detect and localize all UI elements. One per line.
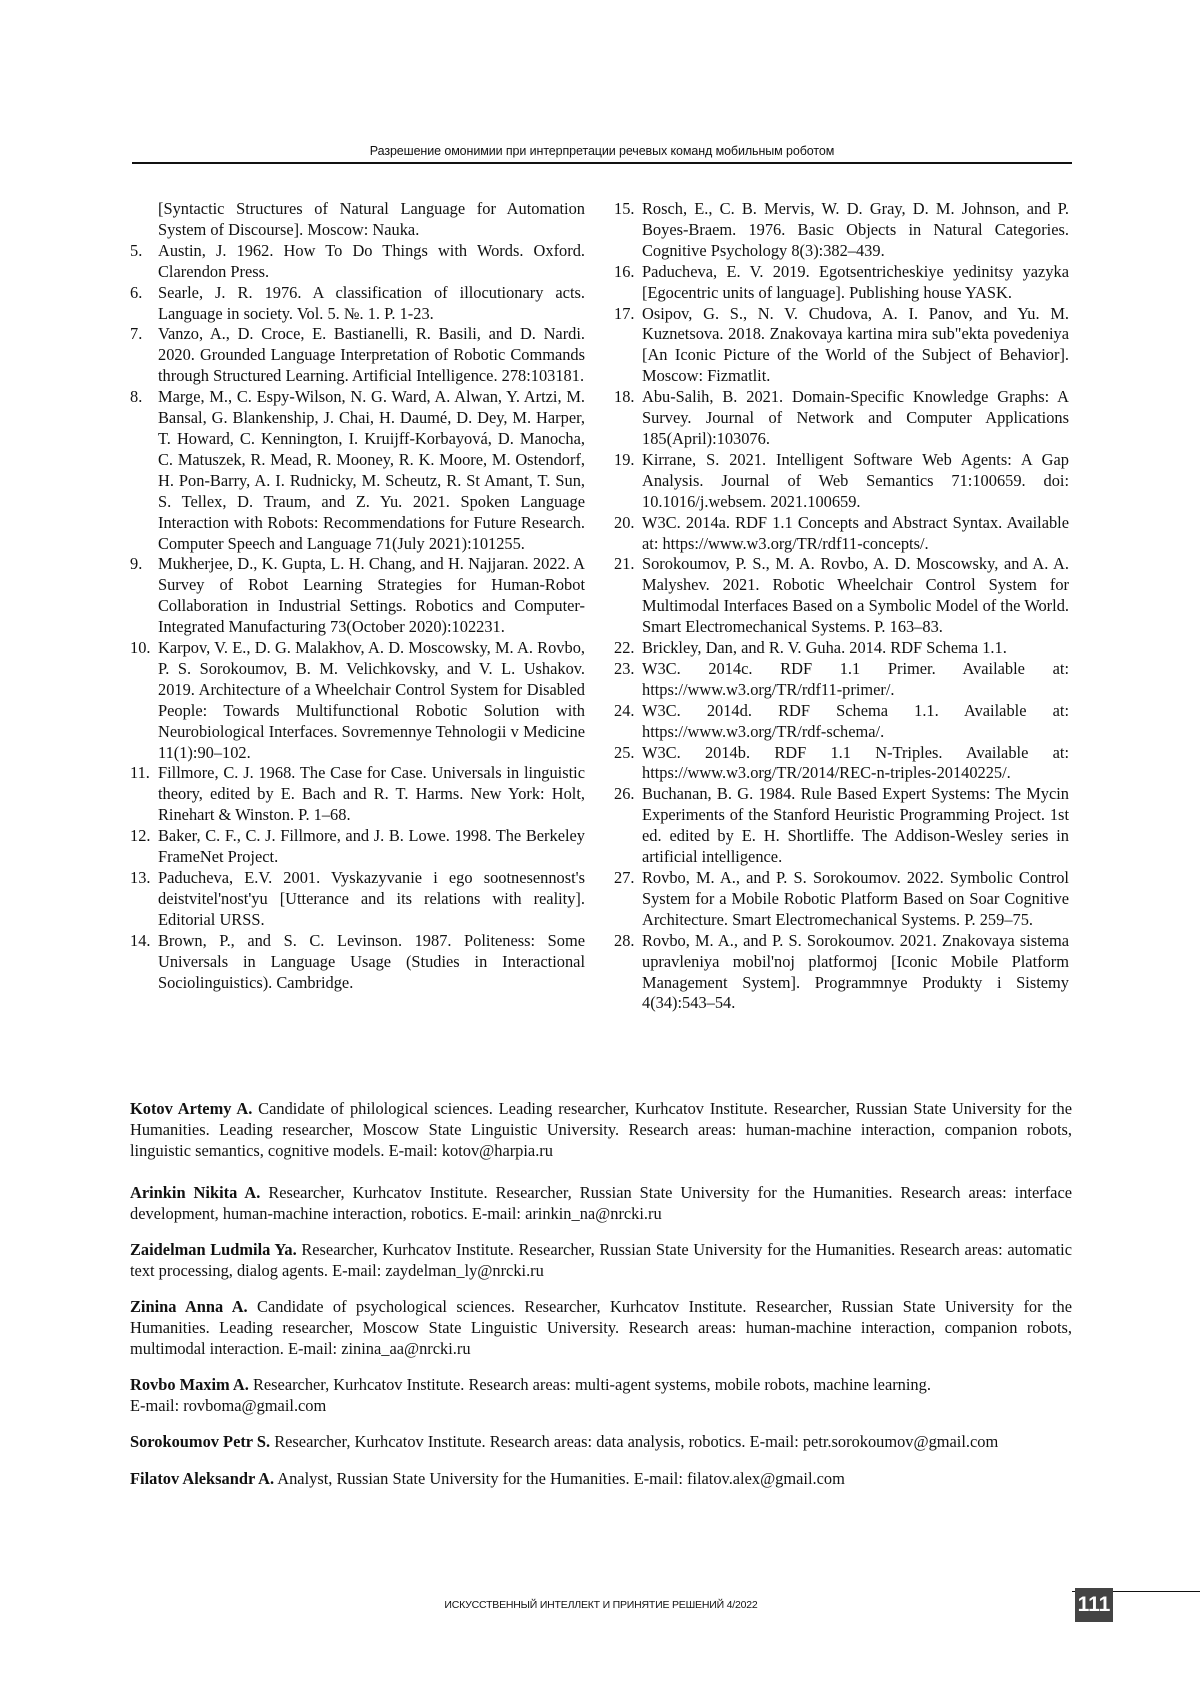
reference-list-right — [614, 199, 1069, 1014]
author-name: Zinina Anna A. — [130, 1297, 248, 1316]
reference-item — [130, 763, 585, 826]
reference-item — [614, 554, 1069, 638]
author-name: Arinkin Nikita A. — [130, 1183, 261, 1202]
author-description: Researcher, Kurhcatov Institute. Research areas: data analysis, robotics. E-mail: petr.sorokoumov@gmail.com — [274, 1432, 999, 1451]
reference-item — [130, 241, 585, 283]
reference-item — [614, 868, 1069, 931]
reference-text: W3C. 2014c. RDF 1.1 Primer. Available at: https://www.w3.org/TR/rdf11-primer/. — [642, 658, 1069, 699]
reference-number: 6. — [130, 282, 143, 302]
reference-text: Brickley, Dan, and R. V. Guha. 2014. RDF Schema 1.1. — [642, 638, 1007, 658]
reference-item — [614, 387, 1069, 450]
reference-text: W3C. 2014d. RDF Schema 1.1. Available at: https://www.w3.org/TR/rdf-schema/. — [642, 700, 1069, 741]
header-rule — [132, 162, 1072, 164]
author-bio — [130, 1431, 1072, 1452]
reference-list-left — [130, 199, 585, 993]
reference-text: Buchanan, B. G. 1984. Rule Based Expert Systems: The Mycin Experiments of the Stanford Heuristic Programming Project. 1st ed. edited by E. H. Shortliffe. The Addison-Wesley series in artificial intelligence. — [642, 784, 1069, 867]
reference-number: 13. — [130, 868, 151, 887]
reference-number: 19. — [614, 449, 635, 469]
reference-text: Kirrane, S. 2021. Intelligent Software Web Agents: A Gap Analysis. Journal of Web Semantics 71:100659. doi: 10.1016/j.websem. 2021.100659. — [642, 449, 1069, 511]
reference-item — [614, 304, 1069, 388]
reference-number: 9. — [130, 554, 143, 574]
author-email: E-mail: rovboma@gmail.com — [130, 1396, 327, 1415]
author-bio — [130, 1468, 1072, 1489]
reference-item — [130, 826, 585, 868]
running-header-title: Разрешение омонимии при интерпретации речевых команд мобильным роботом — [369, 144, 835, 158]
author-bio — [130, 1374, 1072, 1416]
reference-text: Searle, J. R. 1976. A classification of illocutionary acts. Language in society. Vol. 5. №. 1. P. 1-23. — [158, 282, 585, 323]
reference-item — [614, 262, 1069, 304]
reference-text: Osipov, G. S., N. V. Chudova, A. I. Panov, and Yu. M. Kuznetsova. 2018. Znakovaya kartina mira sub"ekta povedeniya [An Iconic Picture of the World of the Subject of Behavior]. Moscow: Fizmatlit. — [642, 303, 1069, 386]
reference-text: Baker, C. F., C. J. Fillmore, and J. B. Lowe. 1998. The Berkeley FrameNet Project. — [158, 826, 585, 867]
reference-number: 8. — [130, 387, 143, 407]
reference-number: 14. — [130, 930, 151, 950]
author-bio — [130, 1182, 1072, 1224]
reference-item — [130, 931, 585, 994]
reference-item — [130, 199, 585, 241]
reference-number: 27. — [614, 868, 635, 887]
reference-item — [614, 199, 1069, 262]
reference-number: 10. — [130, 638, 151, 658]
author-name: Kotov Artemy A. — [130, 1099, 253, 1118]
reference-number: 21. — [614, 554, 635, 574]
reference-text: Sorokoumov, P. S., M. A. Rovbo, A. D. Moscowsky, and A. A. Malyshev. 2021. Robotic Wheelchair Control System for Multimodal Interfaces Based on a Symbolic Model of the World. Smart Electromechanical Systems. P. 163–83. — [642, 554, 1069, 637]
reference-text: W3C. 2014b. RDF 1.1 N-Triples. Available at: https://www.w3.org/TR/2014/REC-n-triples-20140225/. — [642, 742, 1069, 783]
reference-number: 17. — [614, 303, 635, 323]
page-number: 111 — [1075, 1588, 1113, 1622]
reference-item — [614, 784, 1069, 868]
reference-text: Mukherjee, D., K. Gupta, L. H. Chang, and H. Najjaran. 2022. A Survey of Robot Learning Strategies for Human-Robot Collaboration in Industrial Settings. Robotics and Computer-Integrated Manufacturing 73(October 2020):102231. — [158, 554, 585, 637]
reference-text: [Syntactic Structures of Natural Language for Automation System of Discourse]. Moscow: Nauka. — [158, 199, 585, 239]
reference-text: Austin, J. 1962. How To Do Things with Words. Oxford. Clarendon Press. — [158, 240, 585, 281]
reference-item — [130, 554, 585, 638]
reference-text: W3C. 2014a. RDF 1.1 Concepts and Abstract Syntax. Available at: https://www.w3.org/TR/rdf11-concepts/. — [642, 512, 1069, 553]
reference-text: Paducheva, E. V. 2019. Egotsentricheskiye yedinitsy yazyka [Egocentric units of language]. Publishing house YASK. — [642, 261, 1069, 302]
author-bio — [130, 1239, 1072, 1281]
reference-text: Rosch, E., C. B. Mervis, W. D. Gray, D. M. Johnson, and P. Boyes-Braem. 1976. Basic Objects in Natural Categories. Cognitive Psychology 8(3):382–439. — [642, 199, 1069, 260]
reference-number: 16. — [614, 261, 635, 281]
author-description: Researcher, Kurhcatov Institute. Researcher, Russian State University for the Humanities. Research areas: automatic text processing, dialog agents. E-mail: zaydelman_ly@nrcki.ru — [130, 1240, 1072, 1280]
reference-item — [130, 324, 585, 387]
author-description: Candidate of psychological sciences. Researcher, Kurhcatov Institute. Researcher, Russian State University for the Humanities. Leading researcher, Moscow State Linguistic University. Research areas: human-machine interaction, companion robots, multimodal interaction. E-mail: zinina_aa@nrcki.ru — [130, 1297, 1072, 1358]
reference-number: 18. — [614, 387, 635, 407]
reference-text: Paducheva, E.V. 2001. Vyskazyvanie i ego sootnesennost's deistvitel'nost'yu [Utterance and its relations with reality]. Editorial URSS. — [158, 868, 585, 929]
reference-item — [130, 638, 585, 763]
reference-number: 15. — [614, 199, 635, 218]
reference-item — [614, 743, 1069, 785]
reference-number: 12. — [130, 826, 151, 846]
reference-item — [130, 283, 585, 325]
reference-text: Vanzo, A., D. Croce, E. Bastianelli, R. Basili, and D. Nardi. 2020. Grounded Language Interpretation of Robotic Commands through Structured Learning. Artificial Intelligence. 278:103181. — [158, 324, 585, 386]
reference-text: Rovbo, M. A., and P. S. Sorokoumov. 2021. Znakovaya sistema upravleniya mobil'noj platformoj [Iconic Mobile Platform Management System]. Programmnye Produkty i Sistemy 4(34):543–54. — [642, 930, 1069, 1013]
references-left-column — [130, 199, 585, 993]
reference-item — [130, 868, 585, 931]
footer-journal-title: ИСКУССТВЕННЫЙ ИНТЕЛЛЕКТ И ПРИНЯТИЕ РЕШЕНИЙ 4/2022 — [444, 1599, 758, 1611]
author-description: Researcher, Kurhcatov Institute. Researcher, Russian State University for the Humanities. Research areas: interface development, human-machine interaction, robotics. E-mail: arinkin_na@nrcki.ru — [130, 1183, 1072, 1223]
reference-item — [130, 387, 585, 554]
reference-item — [614, 513, 1069, 555]
author-name: Sorokoumov Petr S. — [130, 1432, 271, 1451]
reference-text: Marge, M., C. Espy-Wilson, N. G. Ward, A. Alwan, Y. Artzi, M. Bansal, G. Blankenship, J. Chai, H. Daumé, D. Dey, M. Harper, T. Howard, C. Kennington, I. Kruijff-Korbayová, D. Manocha, C. Matuszek, R. Mead, R. Mooney, R. K. Moore, M. Ostendorf, H. Pon-Barry, A. I. Rudnicky, M. Scheutz, R. St Amant, T. Sun, S. Tellex, D. Traum, and Z. Yu. 2021. Spoken Language Interaction with Robots: Recommendations for Future Research. Computer Speech and Language 71(July 2021):101255. — [158, 387, 585, 553]
author-name: Zaidelman Ludmila Ya. — [130, 1240, 297, 1259]
author-bio — [130, 1296, 1072, 1359]
author-bio — [130, 1098, 1072, 1161]
reference-number: 25. — [614, 742, 635, 762]
reference-item — [614, 931, 1069, 1015]
references-right-column — [614, 199, 1069, 1014]
reference-item — [614, 638, 1069, 659]
reference-text: Rovbo, M. A., and P. S. Sorokoumov. 2022. Symbolic Control System for a Mobile Robotic Platform Based on Soar Cognitive Architecture. Smart Electromechanical Systems. P. 259–75. — [642, 868, 1069, 929]
author-description: Researcher, Kurhcatov Institute. Research areas: multi-agent systems, mobile robots, machine learning. — [252, 1375, 931, 1394]
reference-number: 24. — [614, 700, 635, 720]
author-name: Filatov Aleksandr A. — [130, 1469, 275, 1488]
reference-item — [614, 659, 1069, 701]
reference-text: Karpov, V. E., D. G. Malakhov, A. D. Moscowsky, M. A. Rovbo, P. S. Sorokoumov, B. M. Velichkovsky, and V. L. Ushakov. 2019. Architecture of a Wheelchair Control System for Disabled People: Towards Multifunctional Robotic Solution with Neurobiological Interfaces. Sovremennye Tehnologii v Medicine 11(1):90–102. — [158, 638, 585, 762]
reference-text: Fillmore, C. J. 1968. The Case for Case. Universals in linguistic theory, edited by E. Bach and R. T. Harms. New York: Holt, Rinehart & Winston. P. 1–68. — [158, 763, 585, 825]
author-description: Analyst, Russian State University for the Humanities. E-mail: filatov.alex@gmail.com — [277, 1469, 845, 1488]
reference-number: 28. — [614, 930, 635, 950]
reference-number: 23. — [614, 658, 635, 678]
reference-item — [614, 701, 1069, 743]
reference-number: 26. — [614, 784, 635, 804]
reference-number: 20. — [614, 512, 635, 532]
reference-number: 22. — [614, 638, 635, 658]
reference-number: 11. — [130, 763, 150, 783]
author-description: Candidate of philological sciences. Leading researcher, Kurhcatov Institute. Researcher, Russian State University for the Humanities. Leading researcher, Moscow State Linguistic University. Research areas: human-machine interaction, companion robots, linguistic semantics, cognitive models. E-mail: kotov@harpia.ru — [130, 1099, 1072, 1160]
reference-text: Abu-Salih, B. 2021. Domain-Specific Knowledge Graphs: A Survey. Journal of Network and Computer Applications 185(April):103076. — [642, 387, 1069, 448]
author-name: Rovbo Maxim A. — [130, 1375, 249, 1394]
reference-text: Brown, P., and S. C. Levinson. 1987. Politeness: Some Universals in Language Usage (Studies in Interactional Sociolinguistics). Cambridge. — [158, 930, 585, 992]
reference-number: 7. — [130, 324, 143, 344]
reference-number: 5. — [130, 240, 143, 260]
reference-item — [614, 450, 1069, 513]
